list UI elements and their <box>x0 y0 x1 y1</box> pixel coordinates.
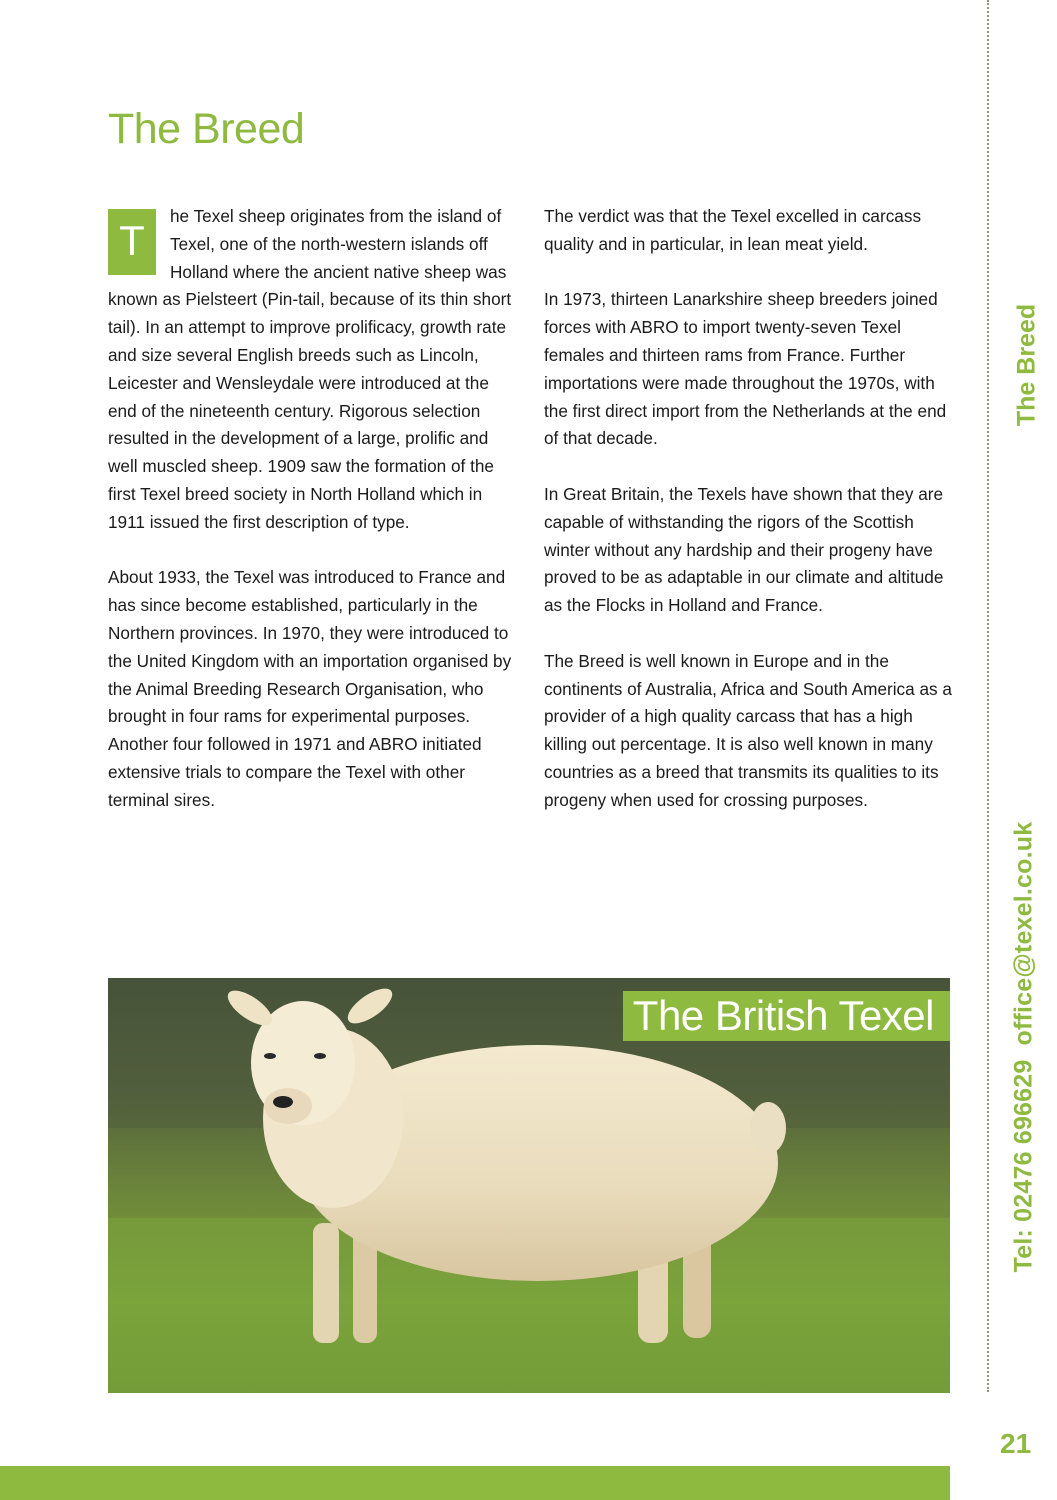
drop-cap: T <box>108 209 156 275</box>
sheep-eye <box>264 1053 276 1059</box>
paragraph: About 1933, the Texel was introduced to France and has since become established, particularly in the Northern provinces. In 1970, they were introduced to the United Kingdom with an importation organised by the Animal Breeding Research Organisation, who brought in four rams for experimental purposes. Another four followed in 1971 and ABRO initiated extensive trials to compare the Texel with other terminal sires. <box>108 567 512 810</box>
sheep-nose <box>273 1096 293 1108</box>
paragraph: In 1973, thirteen Lanarkshire sheep breeders joined forces with ABRO to import twenty-seven Texel females and thirteen rams from France. Further importations were made throughout the 1970s, with the first direct import from the Netherlands at the end of that decade. <box>544 289 947 449</box>
sheep-photo <box>108 978 950 1393</box>
side-section-label: The Breed <box>1012 303 1041 427</box>
sheep-eye <box>314 1053 326 1059</box>
side-contact-info <box>1010 808 1039 1273</box>
article-column-left <box>108 203 520 842</box>
photo-caption: The British Texel <box>623 991 950 1041</box>
paragraph: In Great Britain, the Texels have shown that they are capable of withstanding the rigors of the Scottish winter without any hardship and their progeny have proved to be as adaptable in our climate and altitude as the Flocks in Holland and France. <box>544 483 944 616</box>
sheep-leg <box>313 1223 339 1343</box>
page-number: 21 <box>1000 1428 1032 1459</box>
paragraph-text: he Texel sheep originates from the island of Texel, one of the north-western islands off Holland where the ancient native sheep was known as Pielsteert (Pin-tail, because of its thin short tail). In an attempt to improve prolificacy, growth rate and size several English breeds such as Lincoln, Leicester and Wensleydale were introduced at the end of the nineteenth century. Rigorous selection resulted in the development of a large, prolific and well muscled sheep. 1909 saw the formation of the first Texel breed society in North Holland which in 1911 issued the first description of type. <box>108 206 512 532</box>
page-title: The Breed <box>108 105 305 153</box>
footer-bar <box>0 1466 950 1500</box>
article-column-right <box>544 203 956 842</box>
paragraph: The verdict was that the Texel excelled in carcass quality and in particular, in lean meat yield. <box>544 206 922 254</box>
paragraph: The Breed is well known in Europe and in the continents of Australia, Africa and South America as a provider of a high quality carcass that has a high killing out percentage. It is also well known in many countries as a breed that transmits its qualities to its progeny when used for crossing purposes. <box>544 650 952 810</box>
paragraph <box>108 203 520 537</box>
phone-number: Tel: 02476 696629 <box>1009 1059 1038 1273</box>
email-address: office@texel.co.uk <box>1009 821 1038 1046</box>
sheep-tail <box>750 1102 786 1154</box>
dotted-divider <box>987 0 989 1392</box>
